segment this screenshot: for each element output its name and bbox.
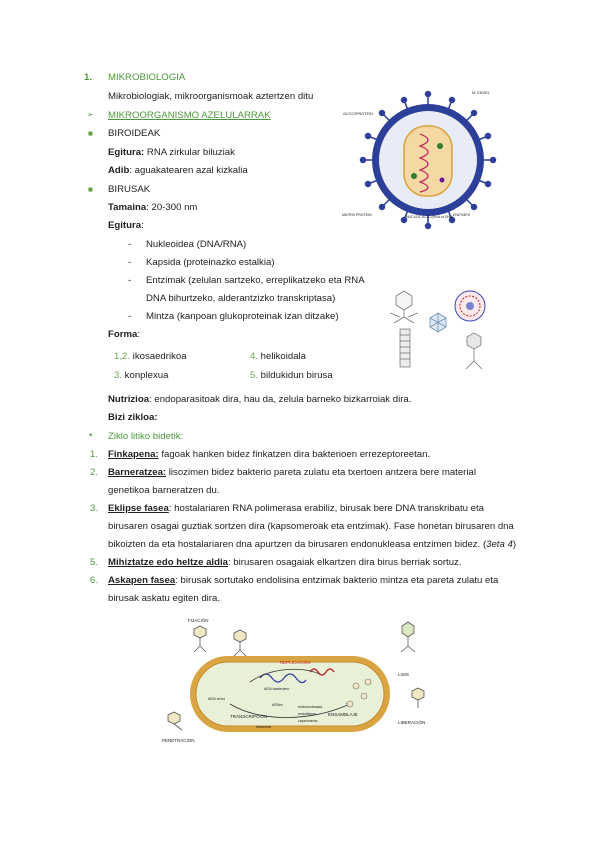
step-text: : birusak sortutako endolisina entzimak bakterio mintza eta pareta zulatu eta: [175, 575, 499, 586]
intro-text: Mikrobiologiak, mikroorganismoak aztertzen ditu: [108, 91, 314, 102]
step-label: Barneratzea:: [108, 467, 167, 478]
biroideak-egitura: [108, 147, 235, 158]
label-lysis: LISIS: [398, 672, 410, 677]
square-bullet-icon: ■: [88, 129, 93, 138]
tamaina-text: : 20-300 nm: [146, 202, 198, 213]
forma-num: 5.: [250, 370, 259, 381]
virus-structure-illustration: [340, 88, 500, 233]
birusak-title: BIRUSAK: [108, 184, 151, 195]
label-assembly: ENSAMBLAJE: [328, 712, 358, 717]
enveloped-virus-sketch: [455, 291, 485, 321]
step-text: fagoak hanken bidez finkatzen dira bakterioen errezeptoreetan.: [158, 449, 431, 460]
dash-icon: -: [128, 311, 132, 322]
enzyme-dot: [440, 178, 445, 183]
dash-icon: -: [128, 275, 132, 286]
step-italic: 3eta 4: [486, 539, 513, 550]
forma-cell-2: [250, 351, 306, 362]
bizi-zikloa-label: Bizi zikloa:: [108, 412, 158, 423]
nutrizioa-text: : endoparasitoak dira, hau da, zelula barneko bizkarroiak dira.: [149, 394, 412, 405]
heading-title: MIKROBIOLOGIA: [108, 72, 186, 83]
heading-number: 1.: [84, 72, 93, 83]
egitura-label: Egitura: [108, 220, 142, 231]
square-bullet-icon: ■: [88, 185, 93, 194]
egitura-label: Egitura:: [108, 147, 145, 158]
forma-line: [108, 329, 140, 340]
step-text: bikoizten da eta hostalariaren dna apurtzen da birusaren endonukleasa entzimen bidez. (: [108, 539, 487, 550]
step-text: : hostalariaren RNA polimerasa erabiliz, birusak bere DNA transkribatu eta: [168, 503, 484, 514]
step-2: [108, 467, 476, 478]
forma-num: 3.: [114, 370, 123, 381]
step-number: 5.: [90, 557, 99, 568]
biroideak-adib: [108, 165, 248, 176]
step-text: : birusaren osagaiak elkartzen dira birus berriak sortuz.: [227, 557, 462, 568]
label-matrix: MATRIX PROTEIN: [342, 213, 372, 217]
step-label: Askapen fasea: [108, 575, 176, 586]
birusak-item-4: Mintza (kanpoan glukoproteinak izan ditzake): [146, 311, 339, 322]
phage-sketch: [466, 333, 482, 369]
nutrizioa-label: Nutrizioa: [108, 394, 150, 405]
forma-text: konplexua: [122, 370, 169, 381]
step-2-cont: genetikoa barneratzen du.: [108, 485, 220, 496]
forma-num: 4.: [250, 351, 259, 362]
step-number: 2.: [90, 467, 99, 478]
step-number: 3.: [90, 503, 99, 514]
step-text: lisozimen bidez bakterio pareta zulatu eta txertoen antzera bere material: [166, 467, 476, 478]
step-5: [108, 557, 462, 568]
label-nucleic: NUCLEIC ACID (RNA or DNA): [406, 215, 454, 219]
label-ribosoma: ribosoma: [256, 725, 271, 729]
ziklo-title: Ziklo litiko bidetik:: [108, 431, 184, 442]
label-replication: REPLICACIÓN: [280, 660, 311, 665]
birusak-egitura: [108, 220, 144, 231]
nutrizioa-line: [108, 394, 411, 405]
label-envelope: M. ENVEL: [472, 91, 490, 95]
dash-icon: -: [128, 257, 132, 268]
step-1: [108, 449, 430, 460]
birusak-item-1: Nukleoidea (DNA/RNA): [146, 239, 247, 250]
virus-shapes-illustration: [382, 283, 502, 373]
forma-text: ikosaedrikoa: [130, 351, 187, 362]
forma-colon: :: [137, 329, 140, 340]
label-endolisinas: endolisinas: [298, 712, 316, 716]
forma-cell-4: [250, 370, 333, 381]
biroideak-title: BIROIDEAK: [108, 128, 161, 139]
birusak-tamaina: [108, 202, 197, 213]
step-number: 1.: [90, 449, 99, 460]
step-3-cont-1: birusaren osagai guztiak sortzen dira (kapsomeroak eta entzimak). Fase honetan birusaren dna: [108, 521, 514, 532]
forma-cell-1: [114, 351, 187, 362]
step-3: [108, 503, 484, 514]
label-capsomeros: capsómeros: [298, 719, 318, 723]
step-label: Finkapena:: [108, 449, 159, 460]
step-6-cont: birusak askatu egiten dira.: [108, 593, 220, 604]
dash-icon: -: [128, 239, 132, 250]
forma-text: helikoidala: [258, 351, 307, 362]
complex-virus-sketch: [390, 291, 418, 323]
bizi-zikloa: [108, 412, 158, 423]
tamaina-label: Tamaina: [108, 202, 147, 213]
label-endonucleasas: endonucleasas: [298, 705, 323, 709]
step-text: ): [512, 539, 517, 550]
label-transcription: TRANSCRIPCIÓN: [230, 714, 268, 719]
section-marker-icon: ➢: [87, 110, 94, 119]
round-bullet-icon: •: [89, 430, 93, 441]
forma-num: 1,2.: [114, 351, 131, 362]
forma-cell-3: [114, 370, 168, 381]
adib-label: Adib: [108, 165, 130, 176]
forma-label: Forma: [108, 329, 138, 340]
forma-text: bildukidun birusa: [258, 370, 333, 381]
icosahedral-virus-sketch: [430, 313, 446, 332]
egitura-colon: :: [141, 220, 144, 231]
section-title: [108, 110, 271, 121]
step-label: Eklipse fasea: [108, 503, 169, 514]
step-label: Mihiztatze edo heltze aldia: [108, 557, 228, 568]
birusak-item-3: Entzimak (zelulan sartzeko, erreplikatzeko eta RNA: [146, 275, 365, 286]
label-glycoprotein: GLYCOPROTEIN: [343, 112, 373, 116]
helical-virus-sketch: [400, 329, 410, 367]
enzyme-dot: [437, 143, 443, 149]
step-3-cont-2: [108, 539, 516, 550]
label-adn-virico: ADN vírico: [208, 697, 226, 701]
lytic-cycle-illustration: [160, 612, 438, 748]
virus-capsid: [404, 126, 452, 196]
enzyme-dot: [411, 173, 417, 179]
section-title-text: MIKROORGANISMO AZELULARRAK: [108, 110, 271, 121]
label-penetration: PENETRACIÓN: [162, 738, 195, 743]
label-fixation: FIJACIÓN: [188, 618, 209, 623]
birusak-item-3-cont: DNA bihurtzeko, alderantzizko transkriptasa): [146, 293, 336, 304]
birusak-item-2: Kapsida (proteinazko estalkia): [146, 257, 275, 268]
step-number: 6.: [90, 575, 99, 586]
label-enzymes: ENZYMES: [453, 213, 470, 217]
adib-text: : aguakatearen azal kizkalia: [129, 165, 248, 176]
label-release: LIBERACIÓN: [398, 720, 426, 725]
label-arnm: ARNm: [272, 703, 283, 707]
egitura-text: RNA zirkular biluziak: [144, 147, 235, 158]
step-6: [108, 575, 498, 586]
label-adn-bacteria: ADN bacteriano: [264, 687, 290, 691]
